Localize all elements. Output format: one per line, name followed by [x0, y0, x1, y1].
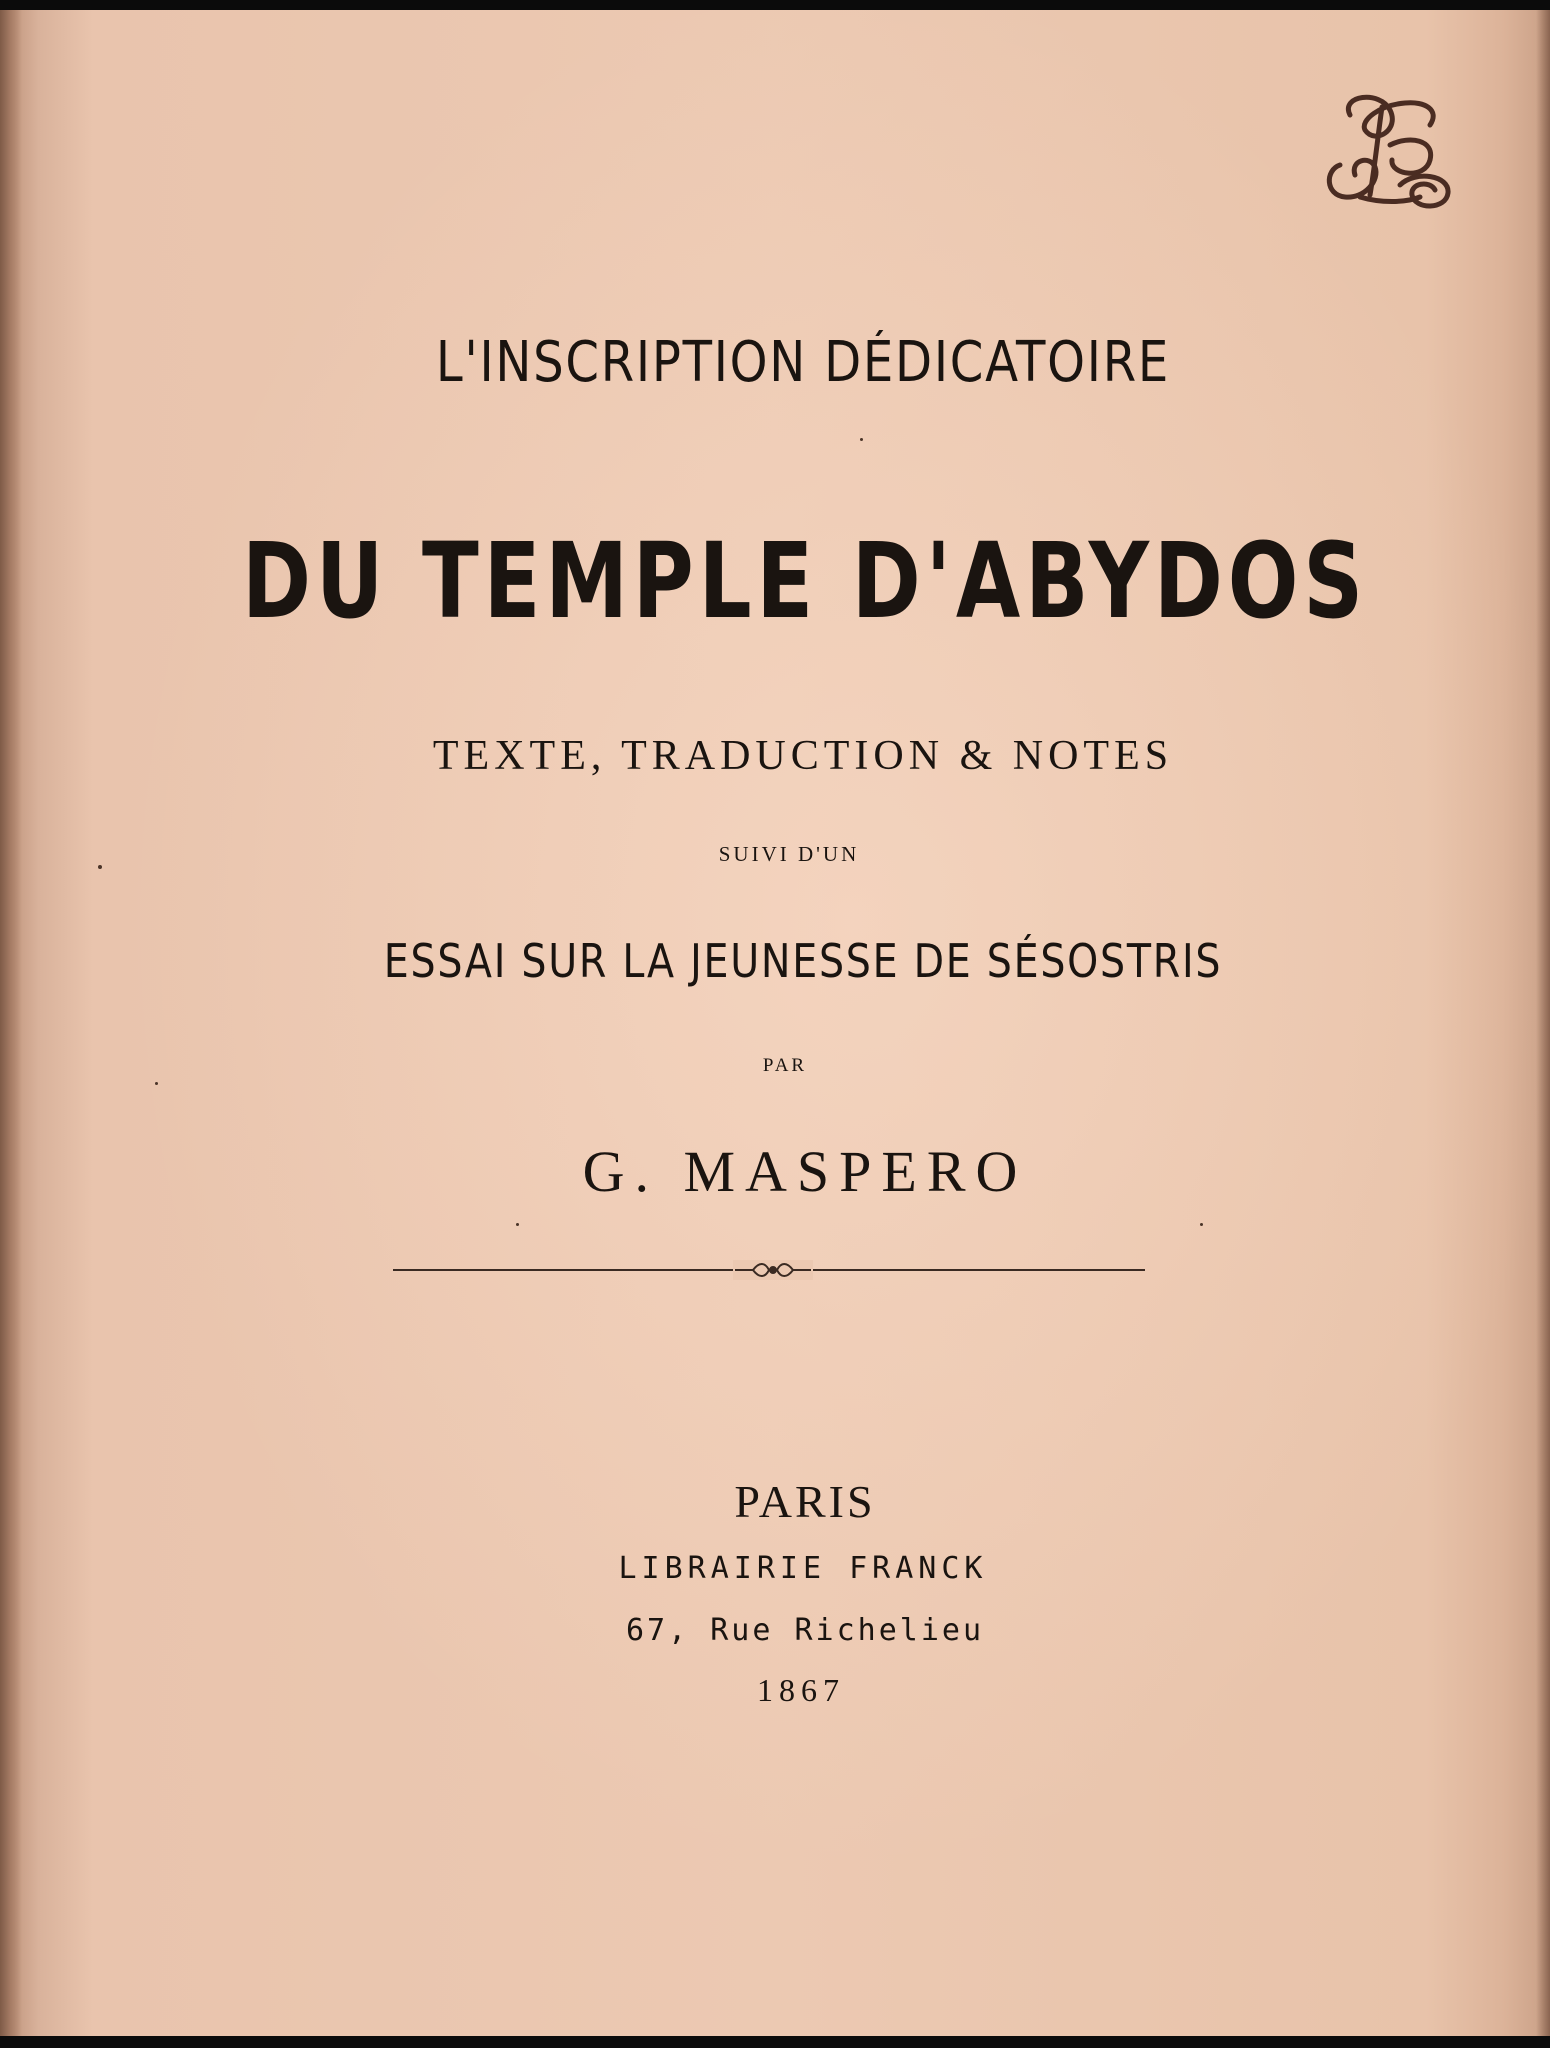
title-line-1: L'INSCRIPTION DÉDICATOIRE	[435, 330, 1171, 395]
subtitle: TEXTE, TRADUCTION & NOTES	[432, 733, 1174, 779]
paper-speck	[98, 865, 102, 869]
essay-title: ESSAI SUR LA JEUNESSE DE SÉSOSTRIS	[383, 934, 1223, 988]
main-title: DU TEMPLE D'ABYDOS	[242, 520, 1368, 642]
author-name: G. MASPERO	[582, 1139, 1028, 1204]
paper-speck	[155, 1082, 158, 1085]
paper-speck	[516, 1223, 519, 1226]
by-text: PAR	[762, 1055, 808, 1076]
connector-text: SUIVI D'UN	[718, 842, 860, 866]
publication-city: PARIS	[734, 1476, 876, 1527]
rule-ornament-icon	[733, 1260, 813, 1280]
title-page	[0, 10, 1550, 2036]
paper-speck	[1200, 1223, 1203, 1226]
page-right-edge	[1536, 10, 1550, 2036]
publisher-name: LIBRAIRIE FRANCK	[618, 1551, 988, 1586]
paper-speck	[860, 438, 863, 441]
monogram-icon	[1320, 85, 1460, 215]
publisher-address: 67, Rue Richelieu	[625, 1613, 985, 1648]
scan-border-bottom	[0, 2036, 1550, 2048]
page-left-edge	[0, 10, 22, 2036]
publication-year: 1867	[757, 1672, 845, 1708]
